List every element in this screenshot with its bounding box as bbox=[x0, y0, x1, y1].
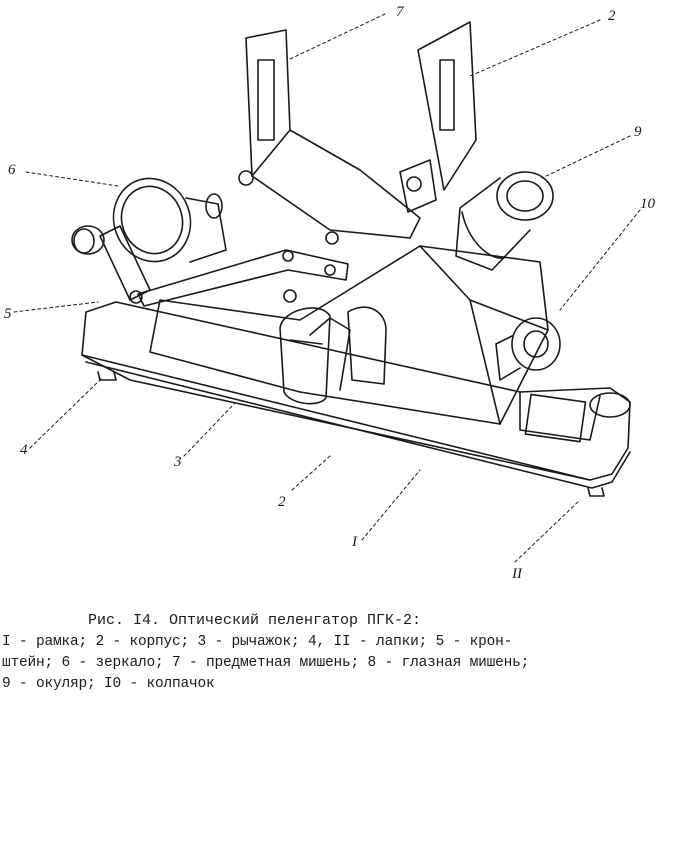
label-3: 3 bbox=[174, 454, 182, 470]
figure-caption bbox=[0, 610, 673, 695]
cap bbox=[496, 318, 630, 417]
label-6: 6 bbox=[8, 162, 16, 178]
label-10: 10 bbox=[640, 196, 655, 212]
label-1: I bbox=[352, 534, 357, 550]
bracket bbox=[72, 226, 150, 300]
mirror bbox=[102, 168, 338, 273]
caption-line-1: I - рамка; 2 - корпус; 3 - рычажок; 4, II - лапки; 5 - крон- bbox=[2, 634, 513, 650]
label-7: 7 bbox=[396, 4, 404, 20]
label-4: 4 bbox=[20, 442, 28, 458]
caption-line-2: штейн; 6 - зеркало; 7 - предметная мишень; 8 - глазная мишень; bbox=[2, 655, 530, 671]
label-5: 5 bbox=[4, 306, 12, 322]
label-2-bottom: 2 bbox=[278, 494, 286, 510]
leader-lines bbox=[14, 14, 640, 562]
label-11: II bbox=[512, 566, 522, 582]
eye-target bbox=[400, 22, 476, 212]
lever bbox=[130, 250, 348, 306]
label-2-top: 2 bbox=[608, 8, 616, 24]
callout-labels bbox=[4, 4, 656, 582]
eyepiece bbox=[456, 172, 553, 270]
object-target bbox=[239, 30, 420, 238]
label-9: 9 bbox=[634, 124, 642, 140]
caption-title: Рис. I4. Оптический пеленгатор ПГК-2: bbox=[88, 612, 422, 629]
caption-line-3: 9 - окуляр; I0 - колпачок bbox=[2, 676, 215, 692]
